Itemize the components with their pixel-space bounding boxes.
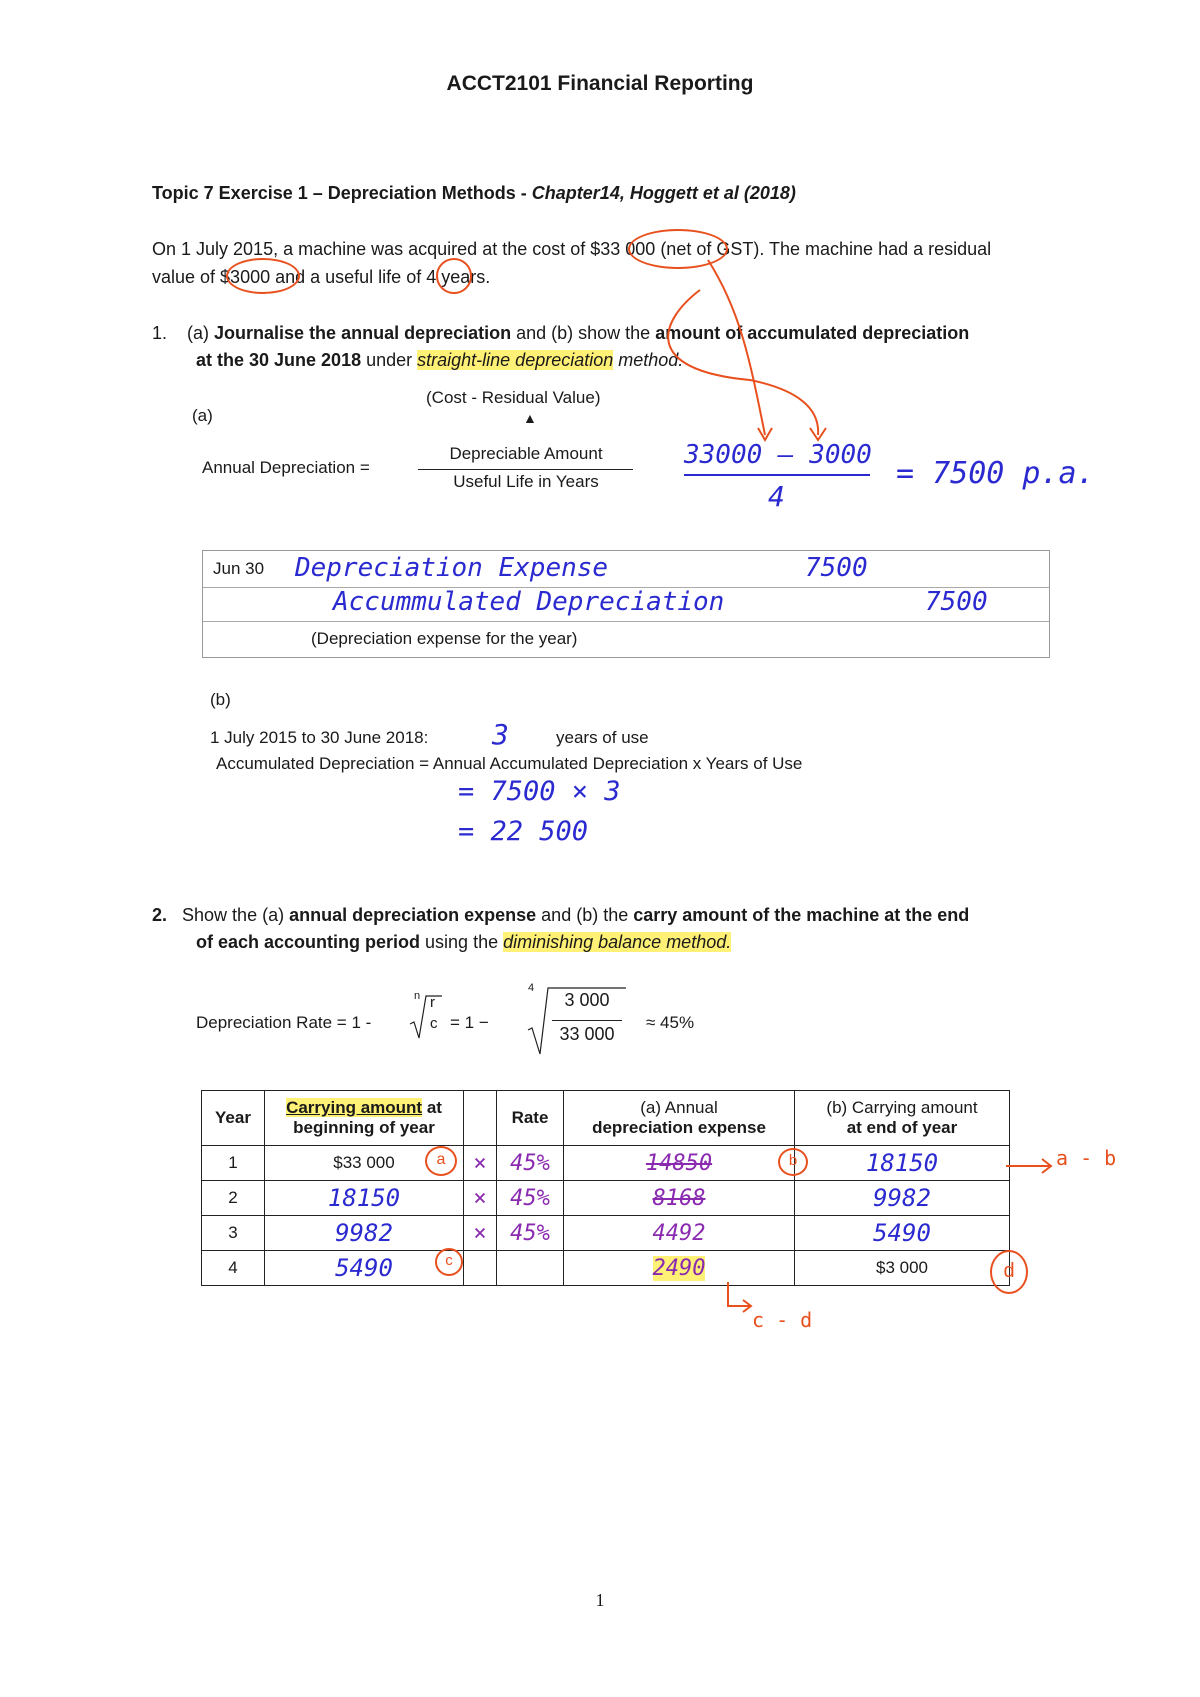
residual-circle-annotation bbox=[226, 258, 300, 294]
hw-calc-2: = 22 500 bbox=[458, 816, 589, 847]
q2-annual-dep: annual depreciation expense bbox=[289, 905, 537, 925]
table-row bbox=[202, 1146, 1010, 1181]
intro-line-1: On 1 July 2015, a machine was acquired at the cost of $33 000 (net of GST). The machine had a residual bbox=[152, 239, 992, 259]
page-number: 1 bbox=[595, 1590, 605, 1610]
q2-line-1 bbox=[152, 902, 969, 929]
arrow-down-right-icon bbox=[724, 1280, 754, 1320]
row2-expense: 8168 bbox=[564, 1181, 795, 1216]
hw-years: 3 bbox=[492, 718, 509, 751]
header-annual-dep bbox=[564, 1091, 795, 1146]
q2-each-period: of each accounting period bbox=[196, 932, 421, 952]
annotation-d-circle: d bbox=[990, 1250, 1028, 1294]
fraction-denominator: Useful Life in Years bbox=[453, 472, 599, 491]
header-carrying-text: Carrying amount bbox=[286, 1098, 423, 1117]
arrow-right-icon bbox=[1004, 1150, 1056, 1180]
journal-narration: (Depreciation expense for the year) bbox=[311, 629, 578, 648]
row4-expense bbox=[564, 1251, 795, 1286]
q2-method: diminishing balance method. bbox=[503, 932, 732, 952]
q2-and-the: and (b) the bbox=[536, 905, 634, 925]
row3-op: × bbox=[464, 1216, 497, 1251]
fraction-numerator: Depreciable Amount bbox=[449, 444, 603, 463]
row2-year: 2 bbox=[202, 1181, 265, 1216]
topic-prefix: Topic 7 Exercise 1 – Depreciation Methods - bbox=[152, 183, 532, 203]
row1-year: 1 bbox=[202, 1146, 265, 1181]
row3-year: 3 bbox=[202, 1216, 265, 1251]
header-carrying-begin bbox=[265, 1091, 464, 1146]
row1-begin: $33 000 bbox=[265, 1146, 464, 1181]
up-arrow-icon: ▲ bbox=[523, 410, 537, 426]
header-at: at bbox=[422, 1098, 442, 1117]
header-annual-2: depreciation expense bbox=[592, 1118, 766, 1137]
nth-root-formula bbox=[408, 992, 442, 1042]
root-numerator: 3 000 bbox=[564, 990, 610, 1010]
arrow-annotations bbox=[600, 250, 900, 450]
q1-part-b-label: (b) bbox=[210, 690, 231, 709]
topic-heading bbox=[152, 183, 796, 204]
life-circle-annotation bbox=[436, 258, 472, 294]
row3-begin: 9982 bbox=[265, 1216, 464, 1251]
journal-date: Jun 30 bbox=[213, 559, 265, 578]
row2-op: × bbox=[464, 1181, 497, 1216]
row2-rate: 45% bbox=[497, 1181, 564, 1216]
hw-debit-account: Depreciation Expense bbox=[295, 553, 609, 583]
hw-denominator: 4 bbox=[768, 480, 785, 513]
depreciation-table bbox=[201, 1090, 1010, 1286]
rate-equals: = 1 − bbox=[450, 1013, 489, 1032]
row4-expense-value: 2490 bbox=[652, 1255, 706, 1281]
hw-debit-amount: 7500 bbox=[805, 553, 868, 583]
header-year: Year bbox=[202, 1091, 265, 1146]
accum-formula: Accumulated Depreciation = Annual Accumulated Depreciation x Years of Use bbox=[216, 754, 803, 773]
annotation-b-circle: b bbox=[778, 1148, 808, 1176]
row1-end: 18150 bbox=[795, 1146, 1010, 1181]
row3-expense: 4492 bbox=[564, 1216, 795, 1251]
row4-rate bbox=[497, 1251, 564, 1286]
table-header-row bbox=[202, 1091, 1010, 1146]
row1-expense: 14850 bbox=[564, 1146, 795, 1181]
hw-numerator: 33000 – 3000 bbox=[684, 440, 872, 470]
row1-op: × bbox=[464, 1146, 497, 1181]
q2-number: 2. bbox=[152, 905, 168, 925]
hw-fraction-bar bbox=[684, 474, 870, 476]
root-index-4: 4 bbox=[528, 982, 535, 994]
fraction-bar bbox=[418, 469, 633, 470]
annotation-a-circle: a bbox=[425, 1146, 457, 1176]
row4-year: 4 bbox=[202, 1251, 265, 1286]
q2-using: using the bbox=[420, 932, 504, 952]
header-op bbox=[464, 1091, 497, 1146]
years-of-use-label: years of use bbox=[556, 728, 649, 747]
q1-number: 1. bbox=[152, 323, 168, 343]
fourth-root-formula bbox=[526, 984, 626, 1056]
row3-end: 5490 bbox=[795, 1216, 1010, 1251]
hw-calc-1: = 7500 × 3 bbox=[458, 776, 621, 807]
period-label: 1 July 2015 to 30 June 2018: bbox=[210, 728, 429, 747]
q1-journalise: Journalise the annual depreciation bbox=[214, 323, 512, 343]
hw-credit-account: Accummulated Depreciation bbox=[333, 587, 725, 617]
table-row bbox=[202, 1216, 1010, 1251]
document-title: ACCT2101 Financial Reporting bbox=[446, 72, 754, 95]
q1-part-a-tag: (a) bbox=[187, 323, 215, 343]
intro-line-2: value of $3000 and a useful life of 4 years. bbox=[152, 267, 491, 287]
root-denominator: 33 000 bbox=[559, 1024, 615, 1044]
row2-end: 9982 bbox=[795, 1181, 1010, 1216]
annotation-a-minus-b: a - b bbox=[1056, 1146, 1117, 1170]
rate-approx: ≈ 45% bbox=[646, 1013, 695, 1032]
q1-and-show: and (b) show the bbox=[511, 323, 656, 343]
annotation-c-circle: c bbox=[435, 1248, 463, 1276]
q1-accum-amount: amount of accumulated depreciation bbox=[655, 323, 970, 343]
annotation-c-minus-d: c - d bbox=[752, 1308, 813, 1332]
row4-end: $3 000 bbox=[795, 1251, 1010, 1286]
row1-rate: 45% bbox=[497, 1146, 564, 1181]
q1-method-suffix: method. bbox=[613, 350, 684, 370]
q1-under: under bbox=[361, 350, 418, 370]
root-r: r bbox=[430, 994, 435, 1011]
annual-dep-label: Annual Depreciation = bbox=[202, 458, 370, 477]
q2-carry-amount: carry amount of the machine at the end bbox=[633, 905, 970, 925]
journal-entry-box bbox=[202, 550, 1050, 658]
header-annual-1: (a) Annual bbox=[640, 1098, 718, 1117]
hw-result: = 7500 p.a. bbox=[896, 456, 1095, 491]
row3-rate: 45% bbox=[497, 1216, 564, 1251]
root-c: c bbox=[430, 1015, 438, 1032]
header-beginning: beginning of year bbox=[293, 1118, 435, 1137]
row4-op bbox=[464, 1251, 497, 1286]
table-row bbox=[202, 1181, 1010, 1216]
cost-residual-label: (Cost - Residual Value) bbox=[426, 388, 601, 407]
header-end-2: at end of year bbox=[846, 1118, 958, 1137]
q2-line-2 bbox=[196, 929, 731, 956]
header-rate: Rate bbox=[497, 1091, 564, 1146]
root-fraction-bar bbox=[552, 1020, 622, 1021]
header-carrying-end bbox=[795, 1091, 1010, 1146]
q1-date: at the 30 June 2018 bbox=[196, 350, 362, 370]
topic-source: Chapter14, Hoggett et al (2018) bbox=[531, 183, 796, 203]
q1-part-a-label: (a) bbox=[192, 406, 213, 425]
q2-show: Show the (a) bbox=[182, 905, 290, 925]
row4-begin: 5490 bbox=[265, 1251, 464, 1286]
header-end-1: (b) Carrying amount bbox=[826, 1098, 978, 1117]
root-index-n: n bbox=[414, 990, 421, 1002]
rate-label: Depreciation Rate = 1 - bbox=[196, 1013, 372, 1032]
q1-method: straight-line depreciation bbox=[417, 350, 614, 370]
hw-credit-amount: 7500 bbox=[925, 587, 988, 617]
table-row bbox=[202, 1251, 1010, 1286]
row2-begin: 18150 bbox=[265, 1181, 464, 1216]
